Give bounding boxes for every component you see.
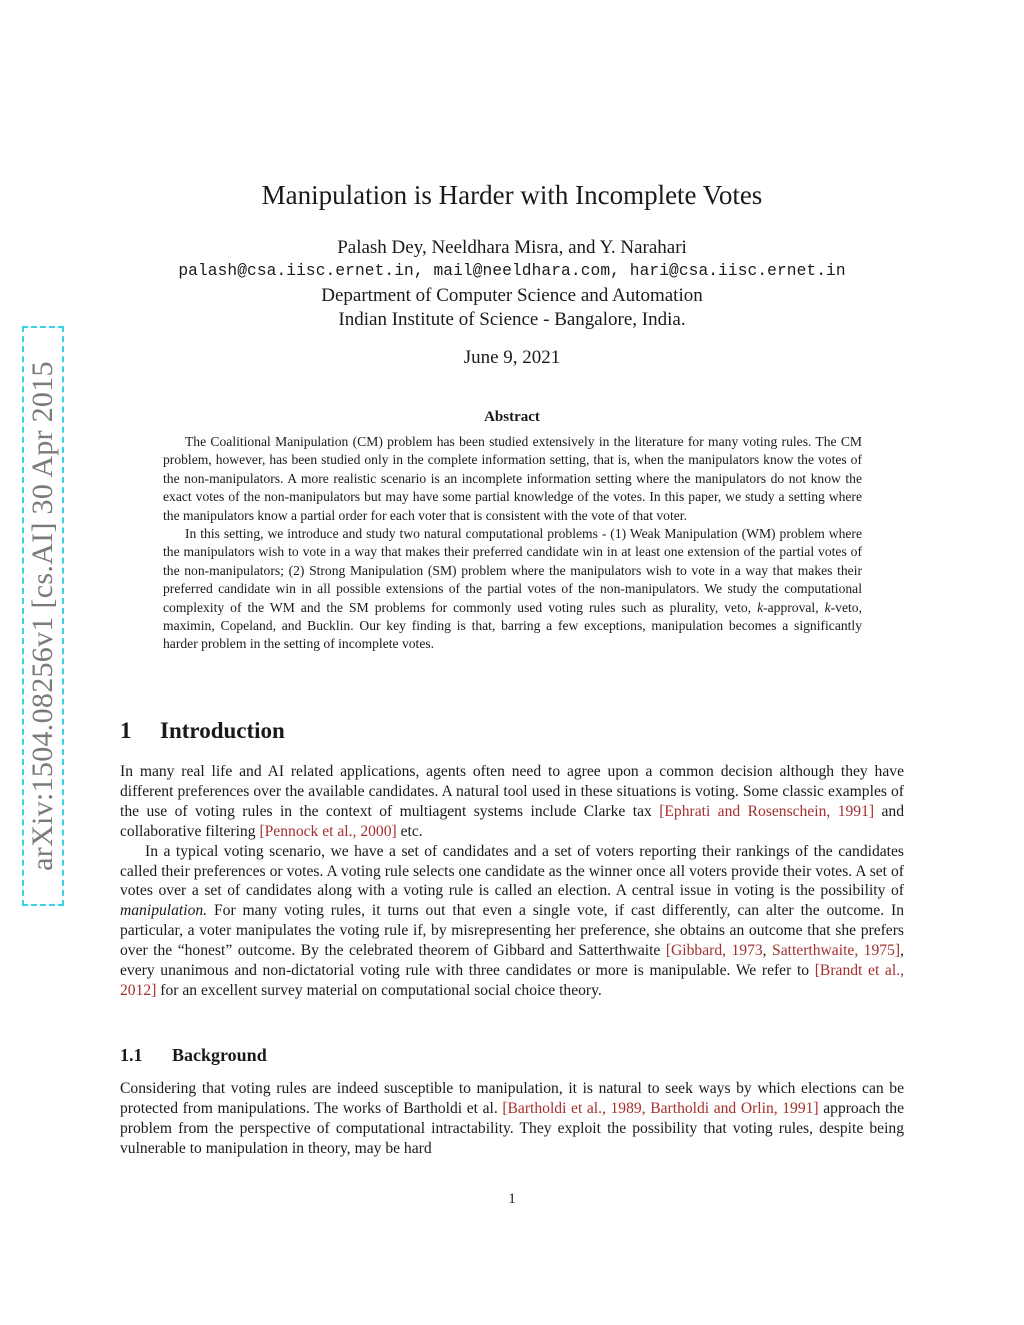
page-number: 1 xyxy=(508,1191,516,1207)
citation-link[interactable]: Bartholdi and Orlin, 1991] xyxy=(650,1099,819,1117)
author-emails: palash@csa.iisc.ernet.in, mail@neeldhara.com, hari@csa.iisc.ernet.in xyxy=(178,262,846,280)
section-heading-introduction xyxy=(120,718,285,744)
intro-paragraph-1: In many real life and AI related applications, agents often need to agree upon a common decision although they have different preferences over the available candidates. A natural tool used in these situations is voting. Some classic examples of the use of voting rules in the context of multiagent systems include Clarke tax [Ephrati and Rosenschein, 1991] and collaborative filtering [Pennock et al., 2000] etc. xyxy=(120,763,905,840)
abstract-paragraph-2: In this setting, we introduce and study two natural computational problems - (1) Weak Manipulation (WM) problem where the manipulators wish to vote in a way that makes their preferred candidate win in at least one extension of the partial votes of the non-manipulators; (2) Strong Manipulation (SM) problem where the manipulators wish to vote in a way that makes their preferred candidate win in all possible extensions of the partial votes of the non-manipulators. We study the computational complexity of the WM and the SM problems for commonly used voting rules such as plurality, veto, k-approval, k-veto, maximin, Copeland, and Bucklin. Our key finding is that, barring a few exceptions, manipulation becomes a significantly harder problem in the setting of incomplete votes. xyxy=(163,526,862,652)
subsection-number: 1.1 xyxy=(120,1045,143,1065)
introduction-body xyxy=(120,762,904,1001)
citation-link[interactable]: Gibbard, 1973 xyxy=(671,942,763,960)
paper-title: Manipulation is Harder with Incomplete Votes xyxy=(261,180,763,210)
citation-link[interactable]: Satterthwaite, 1975 xyxy=(772,942,895,960)
section-number: 1 xyxy=(120,718,132,743)
citation-link[interactable]: [Pennock et al., 2000] xyxy=(259,822,397,840)
subsection-title: Background xyxy=(172,1045,267,1065)
abstract xyxy=(163,433,862,654)
background-body xyxy=(120,1079,904,1159)
date: June 9, 2021 xyxy=(463,347,561,368)
abstract-heading: Abstract xyxy=(484,409,540,425)
arxiv-stamp-text: arXiv:1504.08256v1 [cs.AI] 30 Apr 2015 xyxy=(26,361,59,871)
citation-link[interactable]: [Brandt et al., 2012] xyxy=(120,962,904,999)
abstract-paragraph-1: The Coalitional Manipulation (CM) problem has been studied extensively in the literature for many voting rules. The CM problem, however, has been studied only in the complete information setting, that is, when the manipulators know the votes of the non-manipulators. A more realistic scenario is an incomplete information setting where the manipulators do not know the exact votes of the non-manipulators but may have some partial knowledge of the votes. In this paper, we study a setting where the manipulators know a partial order for each voter that is consistent with the vote of that voter. xyxy=(163,434,862,523)
subsection-heading-background xyxy=(120,1045,267,1066)
authors: Palash Dey, Neeldhara Misra, and Y. Narahari xyxy=(337,237,687,258)
institute: Indian Institute of Science - Bangalore, India. xyxy=(338,309,686,330)
citation-link[interactable]: [Ephrati and Rosenschein, 1991] xyxy=(659,802,875,820)
citation-link[interactable]: [Bartholdi et al., 1989, xyxy=(502,1099,646,1117)
section-title: Introduction xyxy=(160,718,285,743)
background-paragraph-1: Considering that voting rules are indeed susceptible to manipulation, it is natural to seek ways by which elections can be protected from manipulations. The works of Bartholdi et al. [Bartholdi et al., 1989, Bartholdi and Orlin, 1991] approach the problem from the perspective of computational intractability. They exploit the possibility that voting rules, despite being vulnerable to manipulation in theory, may be hard xyxy=(120,1080,905,1157)
intro-paragraph-2: In a typical voting scenario, we have a set of candidates and a set of voters reporting their rankings of the candidates called their preferences or votes. A voting rule selects one candidate as the winner once all voters provide their votes. A set of votes over a set of candidates along with a voting rule is called an election. A central issue in voting is the possibility of manipulation. For many voting rules, it turns out that even a single vote, if cast differently, can alter the outcome. In particular, a voter manipulates the voting rule if, by misrepresenting her preference, she obtains an outcome that she prefers over the “honest” outcome. By the celebrated theorem of Gibbard and Satterthwaite [Gibbard, 1973, Satterthwaite, 1975], every unanimous and non-dictatorial voting rule with three candidates or more is manipulable. We refer to [Brandt et al., 2012] for an excellent survey material on computational social choice theory. xyxy=(120,842,904,999)
department: Department of Computer Science and Automation xyxy=(321,285,703,306)
